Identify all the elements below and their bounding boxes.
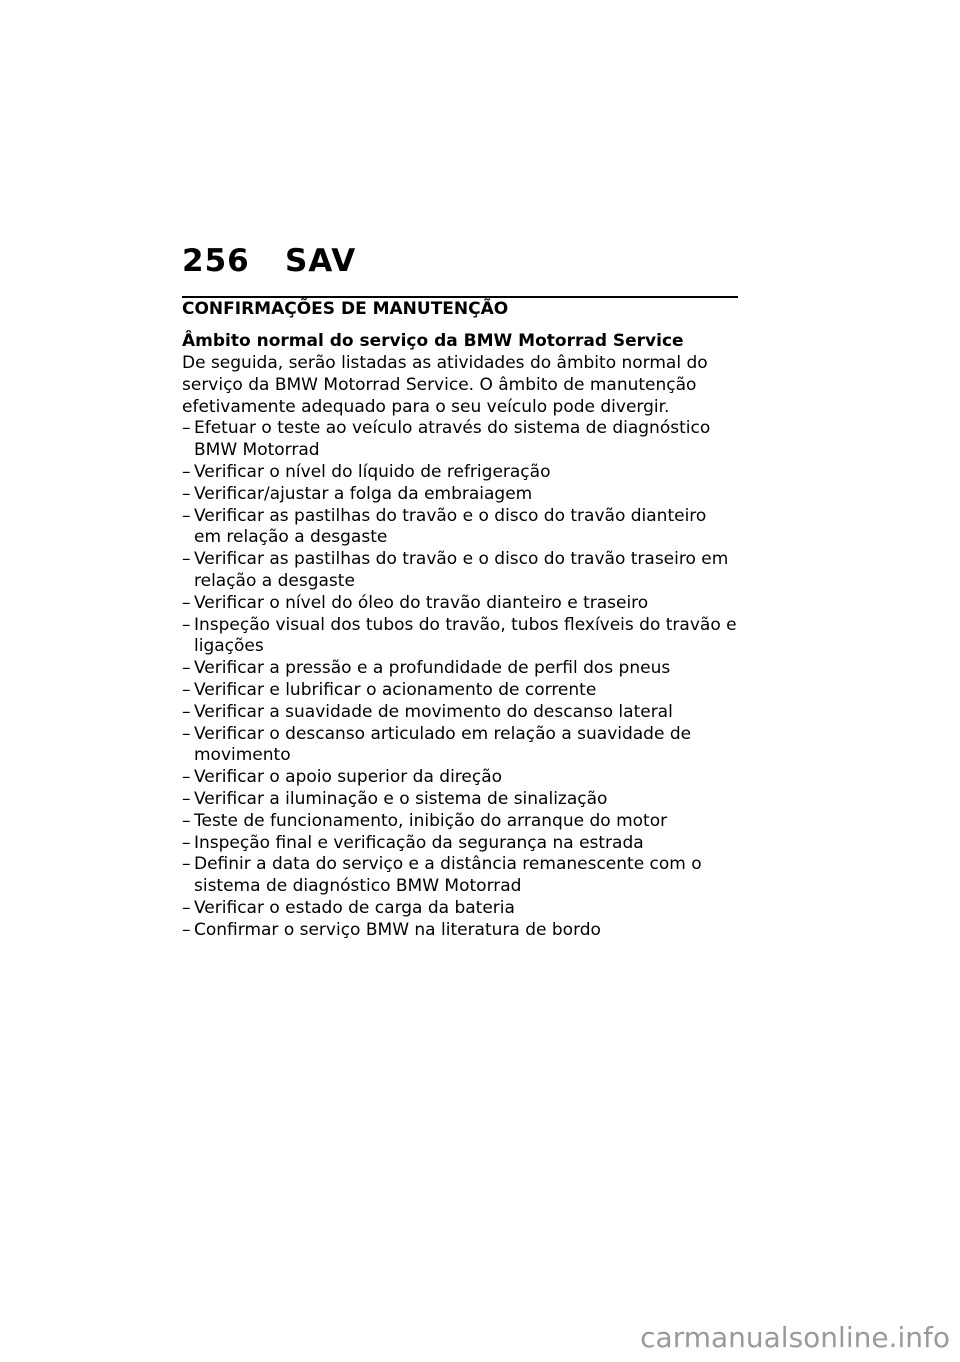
intro-paragraph: De seguida, serão listadas as atividades do âmbito normal do serviço da BMW Motorrad Service. O âmbito de manutenção efetivamente adequado para o seu veículo pode divergir. — [182, 353, 708, 417]
list-item-text: – Verificar o nível do líquido de refrigeração — [194, 461, 551, 482]
list-item-text: – Definir a data do serviço e a distância remanescente com o sistema de diagnóstico BMW Motorrad — [194, 854, 702, 897]
watermark: carmanualsonline.info — [640, 1321, 950, 1354]
list-item-text: – Verificar a suavidade de movimento do descanso lateral — [194, 701, 673, 722]
list-item — [182, 724, 738, 768]
list-item-text: – Inspeção final e verificação da segurança na estrada — [194, 832, 644, 853]
list-item — [182, 898, 738, 920]
list-item — [182, 615, 738, 659]
list-item — [182, 506, 738, 550]
list-item — [182, 854, 738, 898]
list-item-text: – Verificar o apoio superior da direção — [194, 767, 503, 788]
list-item-text: – Teste de funcionamento, inibição do arranque do motor — [194, 810, 668, 831]
list-item — [182, 767, 738, 789]
page-number: 256 — [182, 243, 250, 279]
list-item — [182, 462, 738, 484]
section-title: CONFIRMAÇÕES DE MANUTENÇÃO — [182, 299, 509, 319]
list-item — [182, 702, 738, 724]
page-header — [182, 242, 738, 298]
list-item — [182, 680, 738, 702]
list-item — [182, 658, 738, 680]
list-item-text: – Verificar o nível do óleo do travão dianteiro e traseiro — [194, 592, 649, 613]
list-item — [182, 920, 738, 942]
section-subtitle: Âmbito normal do serviço da BMW Motorrad Service — [182, 331, 684, 351]
list-item-text: – Verificar e lubrificar o acionamento de corrente — [194, 679, 597, 700]
list-item-text: – Verificar a iluminação e o sistema de sinalização — [194, 788, 608, 809]
list-item-text: – Verificar as pastilhas do travão e o disco do travão traseiro em relação a desgaste — [194, 549, 729, 591]
list-item-text: – Verificar o estado de carga da bateria — [194, 897, 515, 918]
chapter-title: SAV — [285, 243, 357, 279]
list-item-text: – Verificar a pressão e a profundidade de perfil dos pneus — [194, 658, 671, 679]
list-item-text: – Verificar as pastilhas do travão e o disco do travão dianteiro em relação a desgaste — [194, 505, 707, 548]
list-item-text: – Verificar/ajustar a folga da embraiagem — [194, 483, 533, 504]
list-item — [182, 484, 738, 506]
list-item — [182, 811, 738, 833]
list-item-text: – Inspeção visual dos tubos do travão, tubos flexíveis do travão e ligações — [194, 614, 737, 657]
list-item-text: – Confirmar o serviço BMW na literatura de bordo — [194, 919, 601, 940]
list-item — [182, 833, 738, 855]
maintenance-task-list — [182, 418, 738, 941]
list-item-text: – Verificar o descanso articulado em relação a suavidade de movimento — [194, 723, 692, 766]
list-item — [182, 593, 738, 615]
list-item — [182, 789, 738, 811]
list-item-text: – Efetuar o teste ao veículo através do sistema de diagnóstico BMW Motorrad — [194, 418, 711, 461]
page-content — [182, 297, 738, 942]
list-item — [182, 549, 738, 593]
list-item — [182, 418, 738, 462]
